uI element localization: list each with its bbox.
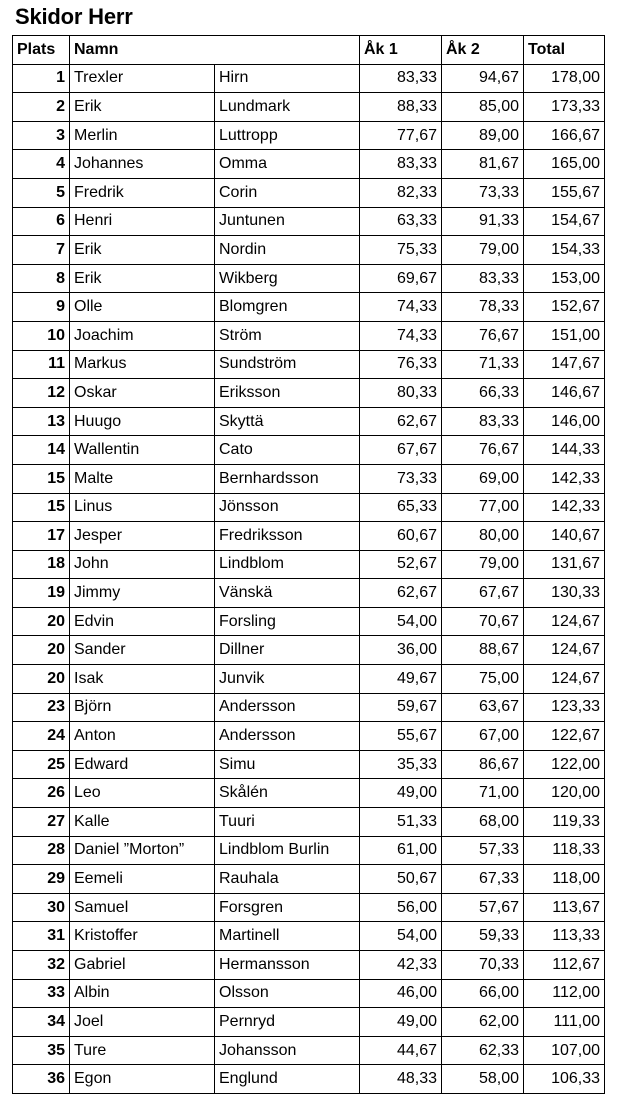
cell-total: 118,00 [524, 865, 605, 894]
cell-ak2: 94,67 [442, 64, 524, 93]
cell-first-name: Samuel [70, 893, 215, 922]
table-row [13, 522, 605, 551]
table-row [13, 236, 605, 265]
cell-ak1: 46,00 [360, 979, 442, 1008]
header-namn: Namn [70, 36, 360, 65]
cell-total: 119,33 [524, 808, 605, 837]
cell-ak2: 66,00 [442, 979, 524, 1008]
cell-first-name: Daniel ”Morton” [70, 836, 215, 865]
cell-total: 151,00 [524, 321, 605, 350]
cell-last-name: Pernryd [215, 1008, 360, 1037]
table-row [13, 893, 605, 922]
cell-plats: 26 [13, 779, 70, 808]
table-row [13, 493, 605, 522]
page-title: Skidor Herr [15, 4, 133, 29]
cell-ak1: 61,00 [360, 836, 442, 865]
cell-ak2: 79,00 [442, 550, 524, 579]
cell-total: 153,00 [524, 264, 605, 293]
cell-ak2: 57,33 [442, 836, 524, 865]
cell-first-name: Henri [70, 207, 215, 236]
cell-last-name: Johansson [215, 1036, 360, 1065]
cell-first-name: John [70, 550, 215, 579]
cell-last-name: Fredriksson [215, 522, 360, 551]
cell-last-name: Blomgren [215, 293, 360, 322]
cell-plats: 15 [13, 493, 70, 522]
cell-first-name: Edward [70, 750, 215, 779]
table-header-row [13, 36, 605, 65]
cell-ak1: 80,33 [360, 379, 442, 408]
cell-plats: 15 [13, 464, 70, 493]
cell-plats: 25 [13, 750, 70, 779]
cell-total: 112,00 [524, 979, 605, 1008]
cell-ak2: 76,67 [442, 321, 524, 350]
cell-last-name: Lindblom [215, 550, 360, 579]
cell-first-name: Markus [70, 350, 215, 379]
cell-ak1: 49,00 [360, 779, 442, 808]
cell-last-name: Andersson [215, 693, 360, 722]
cell-total: 123,33 [524, 693, 605, 722]
table-row [13, 922, 605, 951]
header-ak2: Åk 2 [442, 36, 524, 65]
cell-first-name: Joel [70, 1008, 215, 1037]
cell-ak2: 83,33 [442, 264, 524, 293]
cell-first-name: Anton [70, 722, 215, 751]
cell-first-name: Isak [70, 665, 215, 694]
header-ak1: Åk 1 [360, 36, 442, 65]
cell-last-name: Hirn [215, 64, 360, 93]
cell-ak2: 85,00 [442, 93, 524, 122]
cell-plats: 33 [13, 979, 70, 1008]
cell-first-name: Huugo [70, 407, 215, 436]
cell-ak1: 74,33 [360, 321, 442, 350]
cell-last-name: Simu [215, 750, 360, 779]
cell-last-name: Ström [215, 321, 360, 350]
table-row [13, 579, 605, 608]
table-row [13, 264, 605, 293]
table-row [13, 722, 605, 751]
cell-total: 146,67 [524, 379, 605, 408]
cell-plats: 31 [13, 922, 70, 951]
cell-ak1: 65,33 [360, 493, 442, 522]
cell-total: 165,00 [524, 150, 605, 179]
cell-total: 144,33 [524, 436, 605, 465]
cell-plats: 24 [13, 722, 70, 751]
cell-ak2: 88,67 [442, 636, 524, 665]
table-row [13, 836, 605, 865]
cell-ak2: 69,00 [442, 464, 524, 493]
cell-ak1: 50,67 [360, 865, 442, 894]
cell-ak2: 58,00 [442, 1065, 524, 1094]
table-row [13, 64, 605, 93]
cell-total: 155,67 [524, 178, 605, 207]
cell-first-name: Linus [70, 493, 215, 522]
table-row [13, 865, 605, 894]
cell-first-name: Erik [70, 236, 215, 265]
cell-last-name: Sundström [215, 350, 360, 379]
table-row [13, 979, 605, 1008]
cell-first-name: Joachim [70, 321, 215, 350]
table-row [13, 1065, 605, 1094]
cell-total: 113,33 [524, 922, 605, 951]
cell-plats: 32 [13, 951, 70, 980]
table-row [13, 1008, 605, 1037]
cell-plats: 20 [13, 607, 70, 636]
cell-plats: 5 [13, 178, 70, 207]
cell-first-name: Albin [70, 979, 215, 1008]
cell-ak1: 88,33 [360, 93, 442, 122]
table-row [13, 207, 605, 236]
cell-plats: 29 [13, 865, 70, 894]
cell-total: 166,67 [524, 121, 605, 150]
cell-ak2: 66,33 [442, 379, 524, 408]
cell-ak1: 36,00 [360, 636, 442, 665]
cell-plats: 28 [13, 836, 70, 865]
cell-ak1: 83,33 [360, 150, 442, 179]
cell-plats: 11 [13, 350, 70, 379]
cell-last-name: Andersson [215, 722, 360, 751]
cell-ak1: 62,67 [360, 579, 442, 608]
cell-total: 154,33 [524, 236, 605, 265]
table-body [13, 64, 605, 1093]
cell-first-name: Wallentin [70, 436, 215, 465]
cell-ak1: 67,67 [360, 436, 442, 465]
cell-last-name: Lindblom Burlin [215, 836, 360, 865]
table-row [13, 464, 605, 493]
table-row [13, 607, 605, 636]
cell-last-name: Luttropp [215, 121, 360, 150]
cell-ak2: 77,00 [442, 493, 524, 522]
table-row [13, 93, 605, 122]
cell-ak1: 54,00 [360, 607, 442, 636]
cell-ak2: 78,33 [442, 293, 524, 322]
cell-ak1: 75,33 [360, 236, 442, 265]
cell-ak1: 54,00 [360, 922, 442, 951]
cell-plats: 18 [13, 550, 70, 579]
cell-first-name: Merlin [70, 121, 215, 150]
cell-plats: 6 [13, 207, 70, 236]
cell-last-name: Corin [215, 178, 360, 207]
table-row [13, 693, 605, 722]
cell-last-name: Cato [215, 436, 360, 465]
cell-ak2: 62,00 [442, 1008, 524, 1037]
cell-ak1: 52,67 [360, 550, 442, 579]
cell-plats: 4 [13, 150, 70, 179]
cell-ak2: 86,67 [442, 750, 524, 779]
cell-ak1: 51,33 [360, 808, 442, 837]
cell-ak1: 59,67 [360, 693, 442, 722]
cell-last-name: Dillner [215, 636, 360, 665]
cell-ak1: 60,67 [360, 522, 442, 551]
cell-total: 152,67 [524, 293, 605, 322]
cell-ak2: 83,33 [442, 407, 524, 436]
cell-ak2: 67,67 [442, 579, 524, 608]
cell-ak1: 56,00 [360, 893, 442, 922]
cell-first-name: Kristoffer [70, 922, 215, 951]
cell-total: 107,00 [524, 1036, 605, 1065]
cell-total: 106,33 [524, 1065, 605, 1094]
cell-ak1: 63,33 [360, 207, 442, 236]
table-row [13, 293, 605, 322]
cell-total: 112,67 [524, 951, 605, 980]
cell-total: 154,67 [524, 207, 605, 236]
cell-ak2: 63,67 [442, 693, 524, 722]
table-row [13, 321, 605, 350]
cell-last-name: Nordin [215, 236, 360, 265]
header-plats: Plats [13, 36, 70, 65]
cell-last-name: Juntunen [215, 207, 360, 236]
header-total: Total [524, 36, 605, 65]
cell-ak1: 49,67 [360, 665, 442, 694]
cell-first-name: Leo [70, 779, 215, 808]
table-row [13, 808, 605, 837]
cell-ak1: 77,67 [360, 121, 442, 150]
cell-ak1: 48,33 [360, 1065, 442, 1094]
cell-total: 178,00 [524, 64, 605, 93]
cell-last-name: Bernhardsson [215, 464, 360, 493]
cell-ak2: 80,00 [442, 522, 524, 551]
cell-total: 120,00 [524, 779, 605, 808]
cell-ak1: 35,33 [360, 750, 442, 779]
table-row [13, 121, 605, 150]
cell-first-name: Gabriel [70, 951, 215, 980]
cell-last-name: Lundmark [215, 93, 360, 122]
cell-first-name: Jimmy [70, 579, 215, 608]
cell-first-name: Eemeli [70, 865, 215, 894]
cell-total: 124,67 [524, 636, 605, 665]
cell-plats: 14 [13, 436, 70, 465]
cell-ak1: 76,33 [360, 350, 442, 379]
cell-total: 173,33 [524, 93, 605, 122]
table-row [13, 150, 605, 179]
cell-last-name: Jönsson [215, 493, 360, 522]
cell-plats: 7 [13, 236, 70, 265]
cell-ak2: 67,33 [442, 865, 524, 894]
cell-first-name: Johannes [70, 150, 215, 179]
cell-plats: 10 [13, 321, 70, 350]
cell-ak2: 73,33 [442, 178, 524, 207]
cell-first-name: Ture [70, 1036, 215, 1065]
table-row [13, 1036, 605, 1065]
cell-last-name: Hermansson [215, 951, 360, 980]
cell-plats: 20 [13, 636, 70, 665]
cell-plats: 1 [13, 64, 70, 93]
cell-first-name: Malte [70, 464, 215, 493]
cell-ak1: 49,00 [360, 1008, 442, 1037]
cell-ak1: 83,33 [360, 64, 442, 93]
cell-ak1: 62,67 [360, 407, 442, 436]
cell-first-name: Fredrik [70, 178, 215, 207]
cell-total: 142,33 [524, 464, 605, 493]
cell-last-name: Rauhala [215, 865, 360, 894]
cell-plats: 20 [13, 665, 70, 694]
cell-first-name: Olle [70, 293, 215, 322]
cell-last-name: Vänskä [215, 579, 360, 608]
cell-plats: 3 [13, 121, 70, 150]
table-row [13, 779, 605, 808]
table-row [13, 636, 605, 665]
cell-last-name: Omma [215, 150, 360, 179]
cell-last-name: Skyttä [215, 407, 360, 436]
cell-ak2: 59,33 [442, 922, 524, 951]
cell-ak1: 73,33 [360, 464, 442, 493]
cell-plats: 12 [13, 379, 70, 408]
cell-last-name: Martinell [215, 922, 360, 951]
cell-last-name: Olsson [215, 979, 360, 1008]
cell-ak1: 69,67 [360, 264, 442, 293]
table-row [13, 379, 605, 408]
cell-plats: 27 [13, 808, 70, 837]
cell-total: 147,67 [524, 350, 605, 379]
cell-plats: 17 [13, 522, 70, 551]
cell-last-name: Skålén [215, 779, 360, 808]
table-row [13, 750, 605, 779]
cell-last-name: Tuuri [215, 808, 360, 837]
cell-ak2: 81,67 [442, 150, 524, 179]
table-row [13, 665, 605, 694]
cell-first-name: Björn [70, 693, 215, 722]
cell-ak2: 75,00 [442, 665, 524, 694]
table-row [13, 178, 605, 207]
cell-total: 124,67 [524, 665, 605, 694]
cell-first-name: Kalle [70, 808, 215, 837]
table-row [13, 436, 605, 465]
cell-first-name: Edvin [70, 607, 215, 636]
cell-ak2: 89,00 [442, 121, 524, 150]
cell-plats: 8 [13, 264, 70, 293]
cell-ak1: 42,33 [360, 951, 442, 980]
cell-ak1: 74,33 [360, 293, 442, 322]
cell-total: 111,00 [524, 1008, 605, 1037]
cell-total: 146,00 [524, 407, 605, 436]
cell-plats: 13 [13, 407, 70, 436]
cell-first-name: Sander [70, 636, 215, 665]
cell-last-name: Junvik [215, 665, 360, 694]
cell-total: 122,67 [524, 722, 605, 751]
results-table [12, 35, 605, 1094]
table-row [13, 951, 605, 980]
cell-total: 142,33 [524, 493, 605, 522]
cell-plats: 30 [13, 893, 70, 922]
cell-ak2: 67,00 [442, 722, 524, 751]
cell-plats: 34 [13, 1008, 70, 1037]
cell-last-name: Forsling [215, 607, 360, 636]
cell-ak2: 68,00 [442, 808, 524, 837]
cell-first-name: Erik [70, 264, 215, 293]
cell-plats: 19 [13, 579, 70, 608]
cell-ak2: 62,33 [442, 1036, 524, 1065]
cell-first-name: Egon [70, 1065, 215, 1094]
table-row [13, 407, 605, 436]
cell-first-name: Erik [70, 93, 215, 122]
cell-plats: 35 [13, 1036, 70, 1065]
cell-ak2: 79,00 [442, 236, 524, 265]
cell-last-name: Wikberg [215, 264, 360, 293]
cell-ak1: 44,67 [360, 1036, 442, 1065]
cell-ak2: 76,67 [442, 436, 524, 465]
cell-total: 131,67 [524, 550, 605, 579]
cell-plats: 2 [13, 93, 70, 122]
cell-total: 130,33 [524, 579, 605, 608]
cell-ak2: 91,33 [442, 207, 524, 236]
cell-plats: 9 [13, 293, 70, 322]
cell-total: 118,33 [524, 836, 605, 865]
cell-total: 113,67 [524, 893, 605, 922]
cell-ak2: 70,67 [442, 607, 524, 636]
cell-first-name: Jesper [70, 522, 215, 551]
cell-first-name: Trexler [70, 64, 215, 93]
cell-plats: 36 [13, 1065, 70, 1094]
cell-last-name: Englund [215, 1065, 360, 1094]
cell-ak2: 70,33 [442, 951, 524, 980]
table-row [13, 550, 605, 579]
cell-total: 124,67 [524, 607, 605, 636]
cell-ak2: 57,67 [442, 893, 524, 922]
cell-ak2: 71,33 [442, 350, 524, 379]
cell-first-name: Oskar [70, 379, 215, 408]
cell-ak2: 71,00 [442, 779, 524, 808]
cell-total: 122,00 [524, 750, 605, 779]
cell-last-name: Eriksson [215, 379, 360, 408]
cell-ak1: 55,67 [360, 722, 442, 751]
table-row [13, 350, 605, 379]
cell-total: 140,67 [524, 522, 605, 551]
cell-last-name: Forsgren [215, 893, 360, 922]
cell-ak1: 82,33 [360, 178, 442, 207]
cell-plats: 23 [13, 693, 70, 722]
